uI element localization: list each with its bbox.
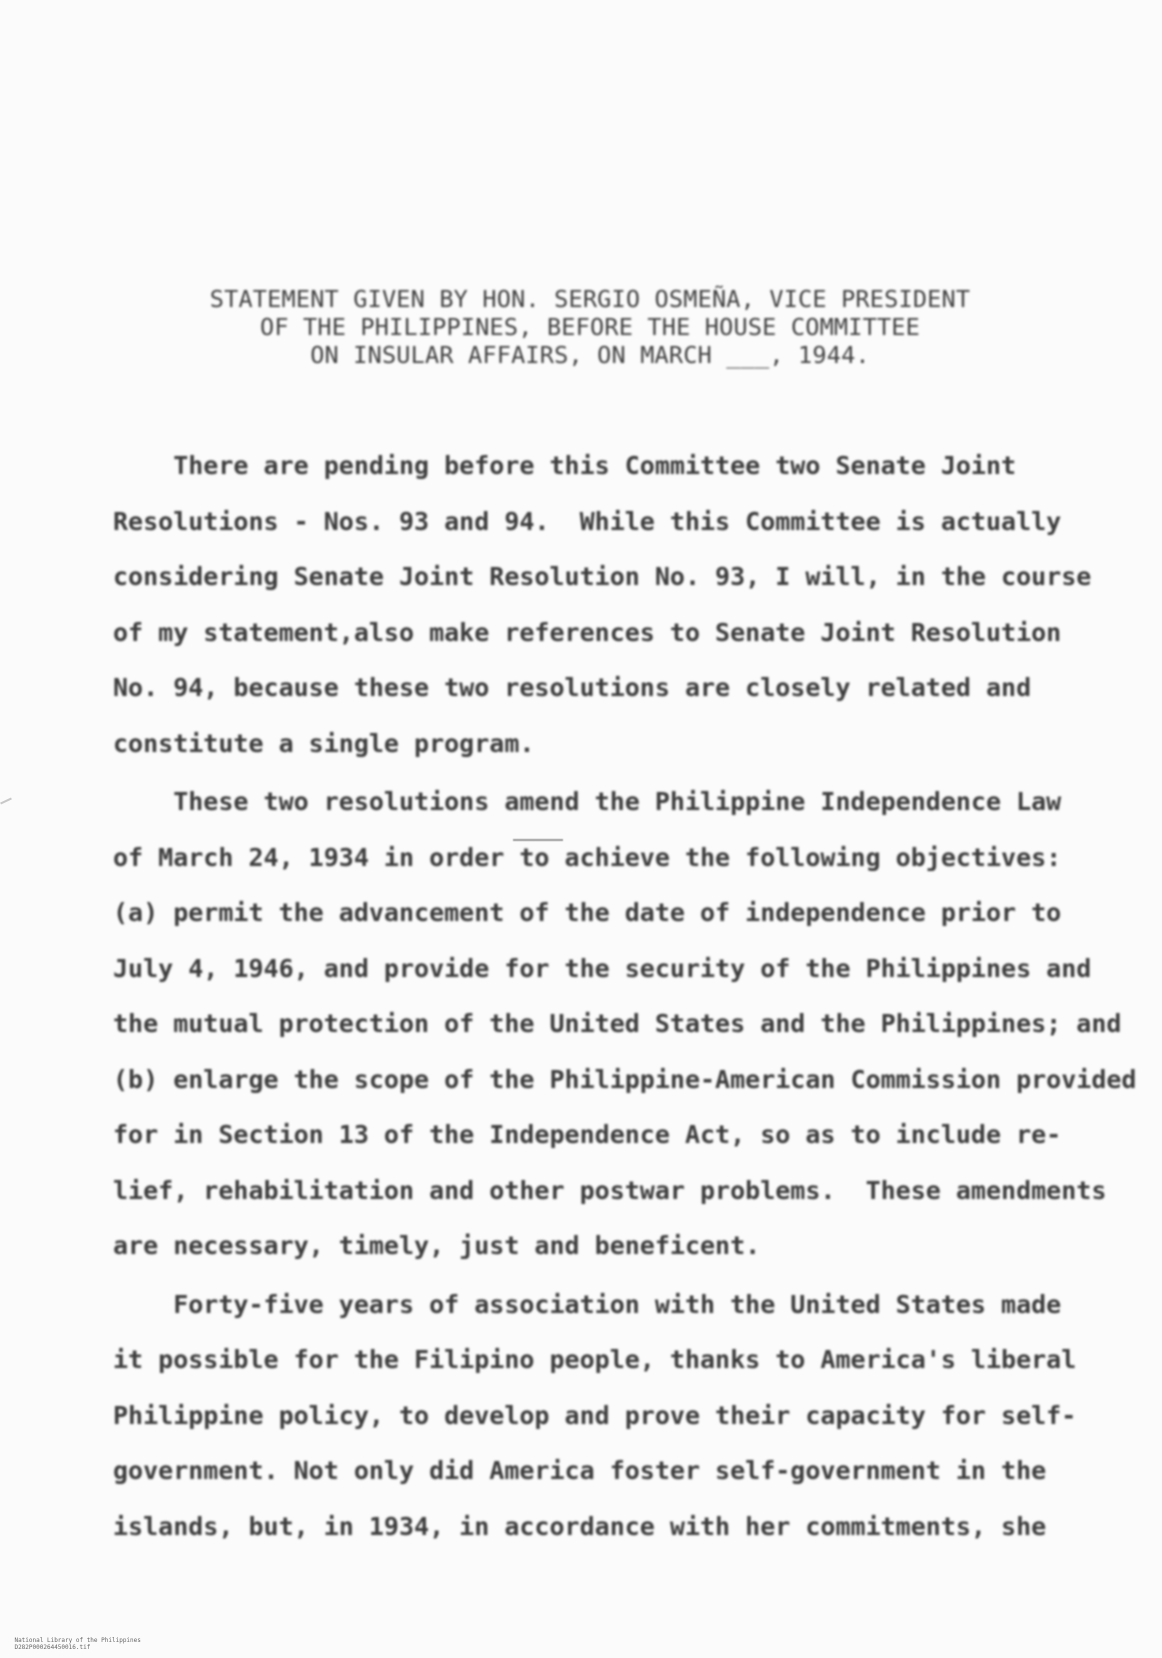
paragraph-3 (113, 1277, 1123, 1555)
paragraph-line: islands, but, in 1934, in accordance with her commitments, she (113, 1511, 1047, 1541)
heading-line-2: OF THE PHILIPPINES, BEFORE THE HOUSE COMMITTEE (259, 313, 921, 341)
paragraph-line: (a) permit the advancement of the date of independence prior to (113, 898, 1062, 927)
handwritten-underline-mark (513, 839, 563, 841)
paragraph-line: the mutual protection of the United States and the Philippines; and (113, 1009, 1122, 1038)
paragraph-line: Forty-five years of association with the United States made (113, 1289, 1062, 1319)
footer-file: D282P000264450016.tif (14, 1644, 91, 1651)
paragraph-line: for in Section 13 of the Independence Act, so as to include re- (113, 1120, 1062, 1149)
paragraph-2 (113, 774, 1137, 1274)
statement-heading (120, 285, 1060, 369)
scan-footer (0, 1630, 169, 1658)
paragraph-line: government. Not only did America foster self-government in the (113, 1456, 1047, 1485)
paragraph-line: (b) enlarge the scope of the Philippine-American Commission provided (113, 1064, 1137, 1094)
paragraph-line: No. 94, because these two resolutions are closely related and (113, 673, 1032, 702)
paragraph-line: There are pending before this Committee two Senate Joint (113, 451, 1017, 480)
paragraph-line: July 4, 1946, and provide for the security of the Philippines and (113, 953, 1092, 983)
paragraph-line: lief, rehabilitation and other postwar problems. These amendments (113, 1175, 1107, 1205)
paragraph-line: of my statement,also make references to Senate Joint Resolution (113, 617, 1062, 647)
paragraph-line: constitute a single program. (113, 728, 535, 758)
paragraph-line: Philippine policy, to develop and prove their capacity for self- (113, 1400, 1077, 1430)
paragraph-1 (113, 438, 1123, 771)
paragraph-line: are necessary, timely, just and beneficent. (113, 1231, 761, 1260)
paragraph-line: These two resolutions amend the Philippine Independence Law (113, 787, 1062, 816)
statement-body (113, 438, 1137, 1554)
paragraph-line: it possible for the Filipino people, thanks to America's liberal (113, 1345, 1077, 1374)
heading-line-3: ON INSULAR AFFAIRS, ON MARCH ___, 1944. (310, 341, 870, 369)
margin-scan-mark (0, 798, 12, 805)
paragraph-line: of March 24, 1934 in order to achieve the following objectives: (113, 842, 1062, 872)
paragraph-line: Resolutions - Nos. 93 and 94. While this Committee is actually (113, 506, 1062, 536)
footer-source: National Library of the Philippines (14, 1637, 141, 1644)
heading-line-1: STATEMENT GIVEN BY HON. SERGIO OSMEÑA, VICE PRESIDENT (209, 285, 971, 313)
paragraph-line: considering Senate Joint Resolution No. 93, I will, in the course (113, 562, 1092, 591)
